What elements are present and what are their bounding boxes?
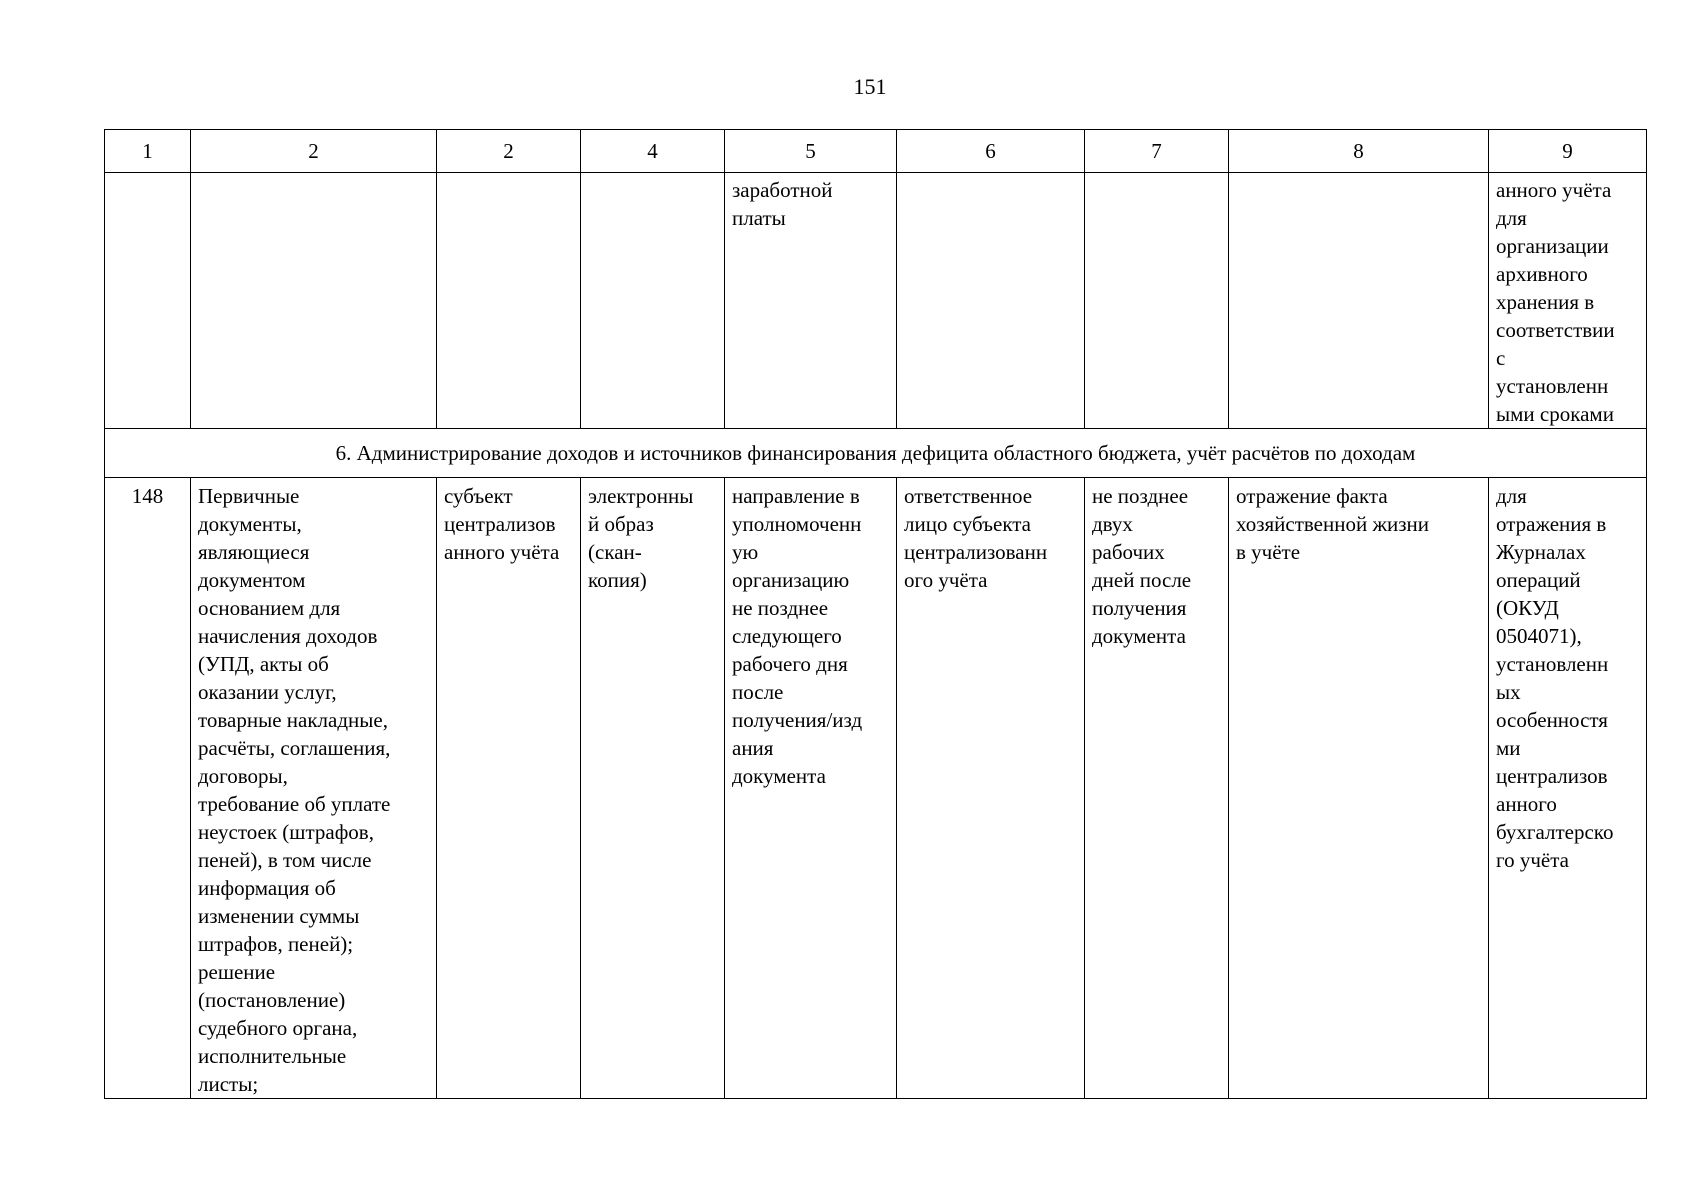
cell-line: не позднее: [1092, 484, 1189, 508]
cell-line: особенностя: [1496, 708, 1608, 732]
table-cell-col3: [437, 478, 581, 1099]
cell-line: товарные накладные,: [198, 708, 388, 732]
cell-line: документа: [1092, 624, 1186, 648]
table-cell-col9: [1489, 173, 1647, 429]
register-table: [104, 129, 1647, 1099]
cell-line: рабочих: [1092, 540, 1165, 564]
cell-line: Журналах: [1496, 540, 1586, 564]
cell-line: расчёты, соглашения,: [198, 736, 391, 760]
cell-line: дней после: [1092, 568, 1192, 592]
table-cell-col7: [1085, 478, 1229, 1099]
cell-line: й образ: [588, 512, 654, 536]
cell-line: бухгалтерско: [1496, 820, 1614, 844]
table-cell: [1085, 173, 1229, 429]
column-header: 5: [725, 130, 897, 173]
cell-line: для: [1496, 206, 1527, 230]
cell-line: централизов: [1496, 764, 1608, 788]
section-title: 6. Администрирование доходов и источников финансирования дефицита областного бюджета, учёт расчётов по доходам: [105, 429, 1647, 478]
cell-line: соответствии: [1496, 318, 1615, 342]
cell-line: копия): [588, 568, 647, 592]
cell-line: изменении суммы: [198, 904, 360, 928]
cell-line: ания: [732, 736, 774, 760]
cell-line: направление в: [732, 484, 860, 508]
cell-line: го учёта: [1496, 848, 1569, 872]
table-cell-col5: [725, 173, 897, 429]
cell-line: централизов: [444, 512, 556, 536]
table-cell: [897, 173, 1085, 429]
cell-line: ми: [1496, 736, 1521, 760]
cell-line: двух: [1092, 512, 1133, 536]
cell-line: документы,: [198, 512, 302, 536]
cell-line: лицо субъекта: [904, 512, 1031, 536]
cell-line: (УПД, акты об: [198, 652, 329, 676]
column-header: 7: [1085, 130, 1229, 173]
cell-line: следующего: [732, 624, 842, 648]
cell-line: ого учёта: [904, 568, 988, 592]
column-header: 1: [105, 130, 191, 173]
table-cell-col8: [1229, 478, 1489, 1099]
cell-line: для: [1496, 484, 1527, 508]
cell-line: отражение факта: [1236, 484, 1388, 508]
cell-line: штрафов, пеней);: [198, 932, 354, 956]
cell-line: получения/изд: [732, 708, 863, 732]
cell-line: субъект: [444, 484, 513, 508]
table-cell-col4: [581, 478, 725, 1099]
cell-line: 0504071),: [1496, 624, 1582, 648]
cell-line: установленн: [1496, 652, 1609, 676]
cell-line: листы;: [198, 1072, 259, 1096]
cell-line: в учёте: [1236, 540, 1301, 564]
cell-line: архивного: [1496, 262, 1588, 286]
table-cell-col5: [725, 478, 897, 1099]
column-header: 4: [581, 130, 725, 173]
cell-line: документом: [198, 568, 306, 592]
cell-line: электронны: [588, 484, 694, 508]
cell-line: документа: [732, 764, 826, 788]
cell-line: с: [1496, 346, 1506, 370]
table-cell: [581, 173, 725, 429]
table-cell: [105, 173, 191, 429]
cell-line: исполнительные: [198, 1044, 347, 1068]
cell-line: решение: [198, 960, 276, 984]
cell-line: организацию: [732, 568, 850, 592]
cell-line: хозяйственной жизни: [1236, 512, 1429, 536]
cell-line: начисления доходов: [198, 624, 378, 648]
cell-line: (ОКУД: [1496, 596, 1559, 620]
cell-line: получения: [1092, 596, 1187, 620]
cell-line: ответственное: [904, 484, 1033, 508]
cell-line: ую: [732, 540, 759, 564]
cell-line: анного учёта: [444, 540, 560, 564]
column-number-row: [105, 130, 1647, 173]
cell-line: основанием для: [198, 596, 341, 620]
section-row: [105, 429, 1647, 478]
cell-line: (скан-: [588, 540, 642, 564]
page-number: 151: [853, 74, 887, 99]
column-header: 2: [437, 130, 581, 173]
table-cell-col6: [897, 478, 1085, 1099]
cell-line: централизованн: [904, 540, 1048, 564]
cell-line: не позднее: [732, 596, 829, 620]
continuation-row: [105, 173, 1647, 429]
cell-line: ыми сроками: [1496, 402, 1614, 426]
cell-line: операций: [1496, 568, 1581, 592]
cell-line: уполномоченн: [732, 512, 862, 536]
column-header: 8: [1229, 130, 1489, 173]
table-cell-col2: [191, 478, 437, 1099]
cell-line: являющиеся: [198, 540, 310, 564]
cell-line: платы: [732, 206, 786, 230]
cell-line: информация об: [198, 876, 336, 900]
cell-line: хранения в: [1496, 290, 1595, 314]
table-row: [105, 478, 1647, 1099]
cell-line: требование об уплате: [198, 792, 391, 816]
cell-line: ых: [1496, 680, 1521, 704]
cell-line: организации: [1496, 234, 1609, 258]
column-header: 9: [1489, 130, 1647, 173]
cell-line: пеней), в том числе: [198, 848, 372, 872]
cell-line: установленн: [1496, 374, 1609, 398]
column-header: 6: [897, 130, 1085, 173]
table-cell: [437, 173, 581, 429]
cell-line: анного: [1496, 792, 1557, 816]
cell-line: судебного органа,: [198, 1016, 358, 1040]
table-cell-col9: [1489, 478, 1647, 1099]
cell-line: оказании услуг,: [198, 680, 337, 704]
cell-line: заработной: [732, 178, 833, 202]
cell-line: Первичные: [198, 484, 300, 508]
cell-line: рабочего дня: [732, 652, 848, 676]
table-cell: [191, 173, 437, 429]
table-cell: [1229, 173, 1489, 429]
cell-line: неустоек (штрафов,: [198, 820, 374, 844]
cell-line: анного учёта: [1496, 178, 1612, 202]
cell-line: отражения в: [1496, 512, 1607, 536]
row-number: 148: [105, 478, 191, 1099]
cell-line: договоры,: [198, 764, 288, 788]
cell-line: (постановление): [198, 988, 346, 1012]
column-header: 2: [191, 130, 437, 173]
cell-line: после: [732, 680, 784, 704]
